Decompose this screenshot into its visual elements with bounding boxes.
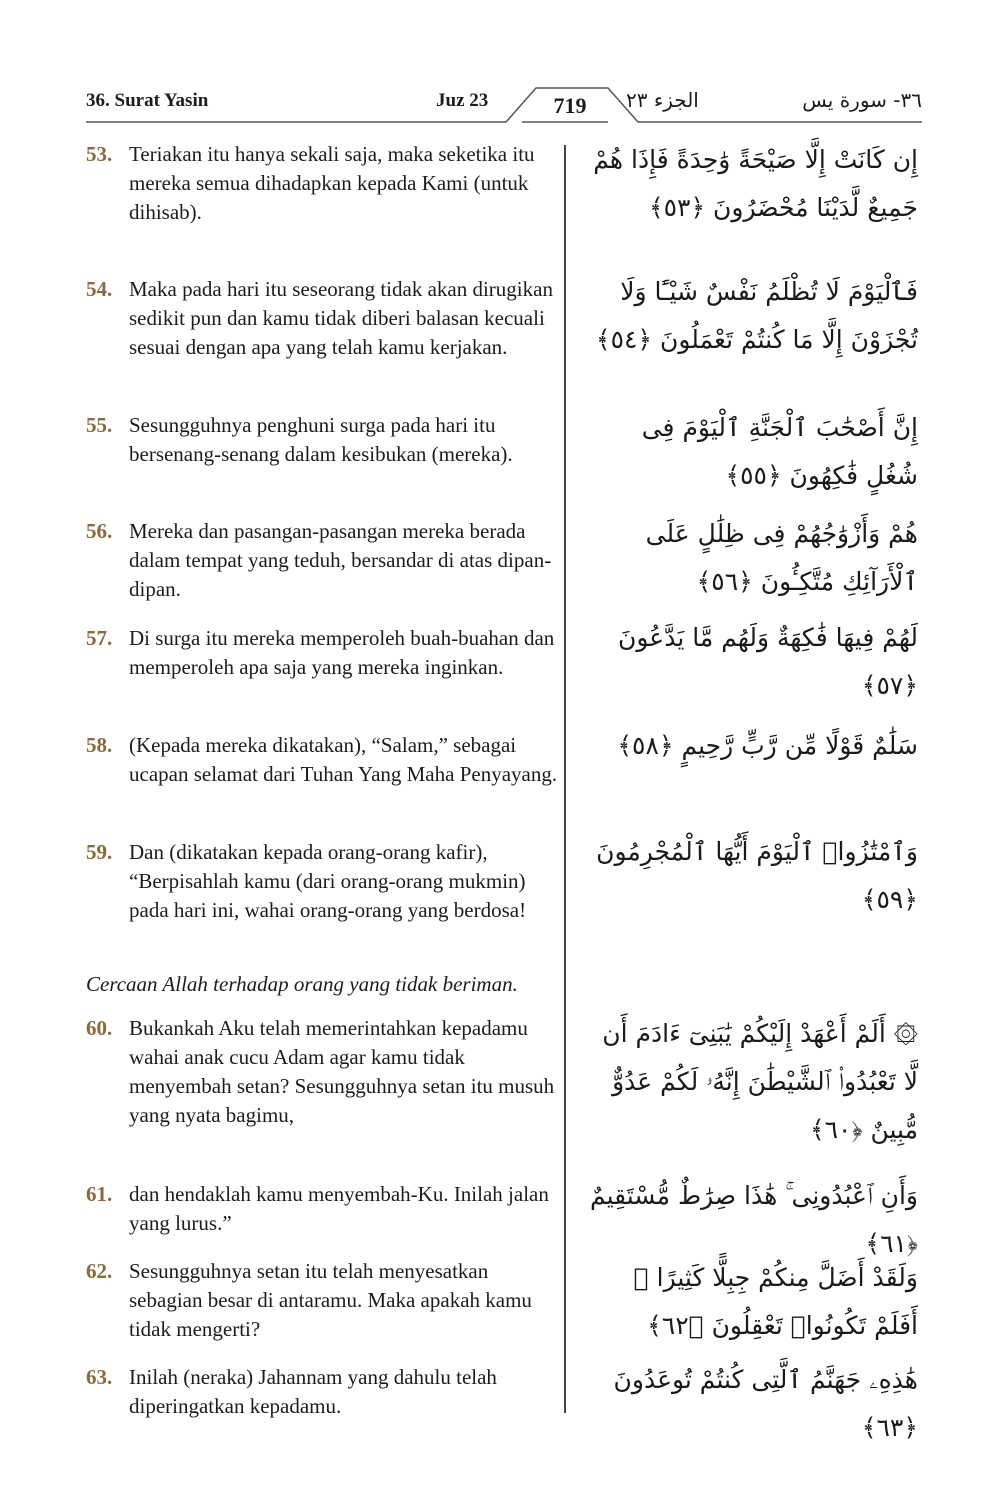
verse-text: Teriakan itu hanya sekali saja, maka seketika itu mereka semua dihadapkan kepada Kami (untuk dihisab). — [129, 142, 535, 224]
verse-60-translation — [86, 1014, 561, 1130]
verse-text: Bukankah Aku telah memerintahkan kepadamu wahai anak cucu Adam agar kamu tidak menyembah setan? Sesungguhnya setan itu musuh yang nyata bagimu, — [129, 1016, 555, 1127]
verse-54-arabic: فَٱلْيَوْمَ لَا تُظْلَمُ نَفْسٌ شَيْـًٔا وَلَا تُجْزَوْنَ إِلَّا مَا كُنتُمْ تَعْمَلُونَ ﴿٥٤﴾ — [595, 277, 918, 354]
juz-label-arabic: الجزء ٢٣ — [626, 88, 699, 112]
verse-56-arabic: هُمْ وَأَزْوَٰجُهُمْ فِى ظِلَٰلٍ عَلَى ٱلْأَرَآئِكِ مُتَّكِـُٔونَ ﴿٥٦﴾ — [645, 519, 918, 596]
verse-text: Inilah (neraka) Jahannam yang dahulu telah diperingatkan kepadamu. — [129, 1365, 497, 1418]
verse-61-translation — [86, 1180, 561, 1238]
verse-54-translation — [86, 275, 561, 362]
verse-56-translation — [86, 517, 561, 604]
surah-title-arabic: ٣٦- سورة يس — [802, 88, 922, 112]
verse-57-translation — [86, 624, 561, 682]
verse-number: 62. — [86, 1259, 113, 1283]
verse-text: Maka pada hari itu seseorang tidak akan dirugikan sedikit pun dan kamu tidak diberi balasan kecuali sesuai dengan apa yang telah kamu kerjakan. — [129, 277, 553, 359]
verse-59-arabic: وَٱمْتَٰزُوا۟ ٱلْيَوْمَ أَيُّهَا ٱلْمُجْرِمُونَ ﴿٥٩﴾ — [596, 837, 918, 914]
verse-57-arabic: لَهُمْ فِيهَا فَٰكِهَةٌ وَلَهُم مَّا يَدَّعُونَ ﴿٥٧﴾ — [618, 623, 918, 700]
verse-text: (Kepada mereka dikatakan), “Salam,” sebagai ucapan selamat dari Tuhan Yang Maha Penyayang. — [129, 733, 558, 786]
section-heading: Cercaan Allah terhadap orang yang tidak beriman. — [86, 972, 518, 996]
column-divider — [564, 145, 566, 1413]
verse-text: Sesungguhnya penghuni surga pada hari itu bersenang-senang dalam kesibukan (mereka). — [129, 413, 513, 466]
verse-55-arabic: إِنَّ أَصْحَٰبَ ٱلْجَنَّةِ ٱلْيَوْمَ فِى شُغُلٍ فَٰكِهُونَ ﴿٥٥﴾ — [641, 413, 918, 490]
verse-55-translation — [86, 411, 561, 469]
verse-number: 57. — [86, 626, 113, 650]
verse-63-translation — [86, 1363, 561, 1421]
page-header — [86, 84, 922, 128]
verse-number: 53. — [86, 142, 113, 166]
verse-number: 60. — [86, 1016, 113, 1040]
verse-59-translation — [86, 838, 561, 925]
header-rule-with-page-tab — [86, 84, 922, 128]
verse-53-translation — [86, 140, 561, 227]
verse-number: 58. — [86, 733, 113, 757]
juz-label-latin: Juz 23 — [436, 90, 489, 111]
surah-title-latin: 36. Surat Yasin — [86, 90, 209, 111]
verse-number: 56. — [86, 519, 113, 543]
verse-text: dan hendaklah kamu menyembah-Ku. Inilah jalan yang lurus.” — [129, 1182, 549, 1235]
verse-61-arabic: وَأَنِ ٱعْبُدُونِى ۚ هَٰذَا صِرَٰطٌ مُّسْتَقِيمٌ ﴿٦١﴾ — [589, 1181, 918, 1258]
verse-53-arabic: إِن كَانَتْ إِلَّا صَيْحَةً وَٰحِدَةً فَإِذَا هُمْ جَمِيعٌ لَّدَيْنَا مُحْضَرُونَ ﴿٥٣﴾ — [593, 145, 918, 222]
page-number: 719 — [553, 93, 587, 118]
verse-63-arabic: هَٰذِهِۦ جَهَنَّمُ ٱلَّتِى كُنتُمْ تُوعَدُونَ ﴿٦٣﴾ — [613, 1365, 918, 1442]
verse-58-arabic: سَلَٰمٌ قَوْلًا مِّن رَّبٍّ رَّحِيمٍ ﴿٥٨﴾ — [617, 731, 918, 760]
verse-text: Di surga itu mereka memperoleh buah-buahan dan memperoleh apa saja yang mereka inginkan. — [129, 626, 555, 679]
verse-62-translation — [86, 1257, 561, 1344]
verse-number: 55. — [86, 413, 113, 437]
verse-text: Sesungguhnya setan itu telah menyesatkan sebagian besar di antaramu. Maka apakah kamu tidak mengerti? — [129, 1259, 532, 1341]
verse-number: 63. — [86, 1365, 113, 1389]
verse-58-translation — [86, 731, 561, 789]
verse-text: Dan (dikatakan kepada orang-orang kafir), “Berpisahlah kamu (dari orang-orang mukmin) pada hari ini, wahai orang-orang yang berdosa! — [129, 840, 527, 922]
verse-number: 59. — [86, 840, 113, 864]
verse-60-arabic: ۞ أَلَمْ أَعْهَدْ إِلَيْكُمْ يَٰبَنِىٓ ءَادَمَ أَن لَّا تَعْبُدُوا۟ ٱلشَّيْطَٰنَ إِنَّهُۥ لَكُمْ عَدُوٌّ مُّبِينٌ ﴿٦٠﴾ — [602, 1019, 918, 1144]
verse-number: 54. — [86, 277, 113, 301]
verse-text: Mereka dan pasangan-pasangan mereka berada dalam tempat yang teduh, bersandar di atas dipan-dipan. — [129, 519, 552, 601]
verse-number: 61. — [86, 1182, 113, 1206]
verse-62-arabic: وَلَقَدْ أَضَلَّ مِنكُمْ جِبِلًّا كَثِيرًا ۖ أَفَلَمْ تَكُونُوا۟ تَعْقِلُونَ ﴿٦٢﴾ — [633, 1263, 918, 1340]
